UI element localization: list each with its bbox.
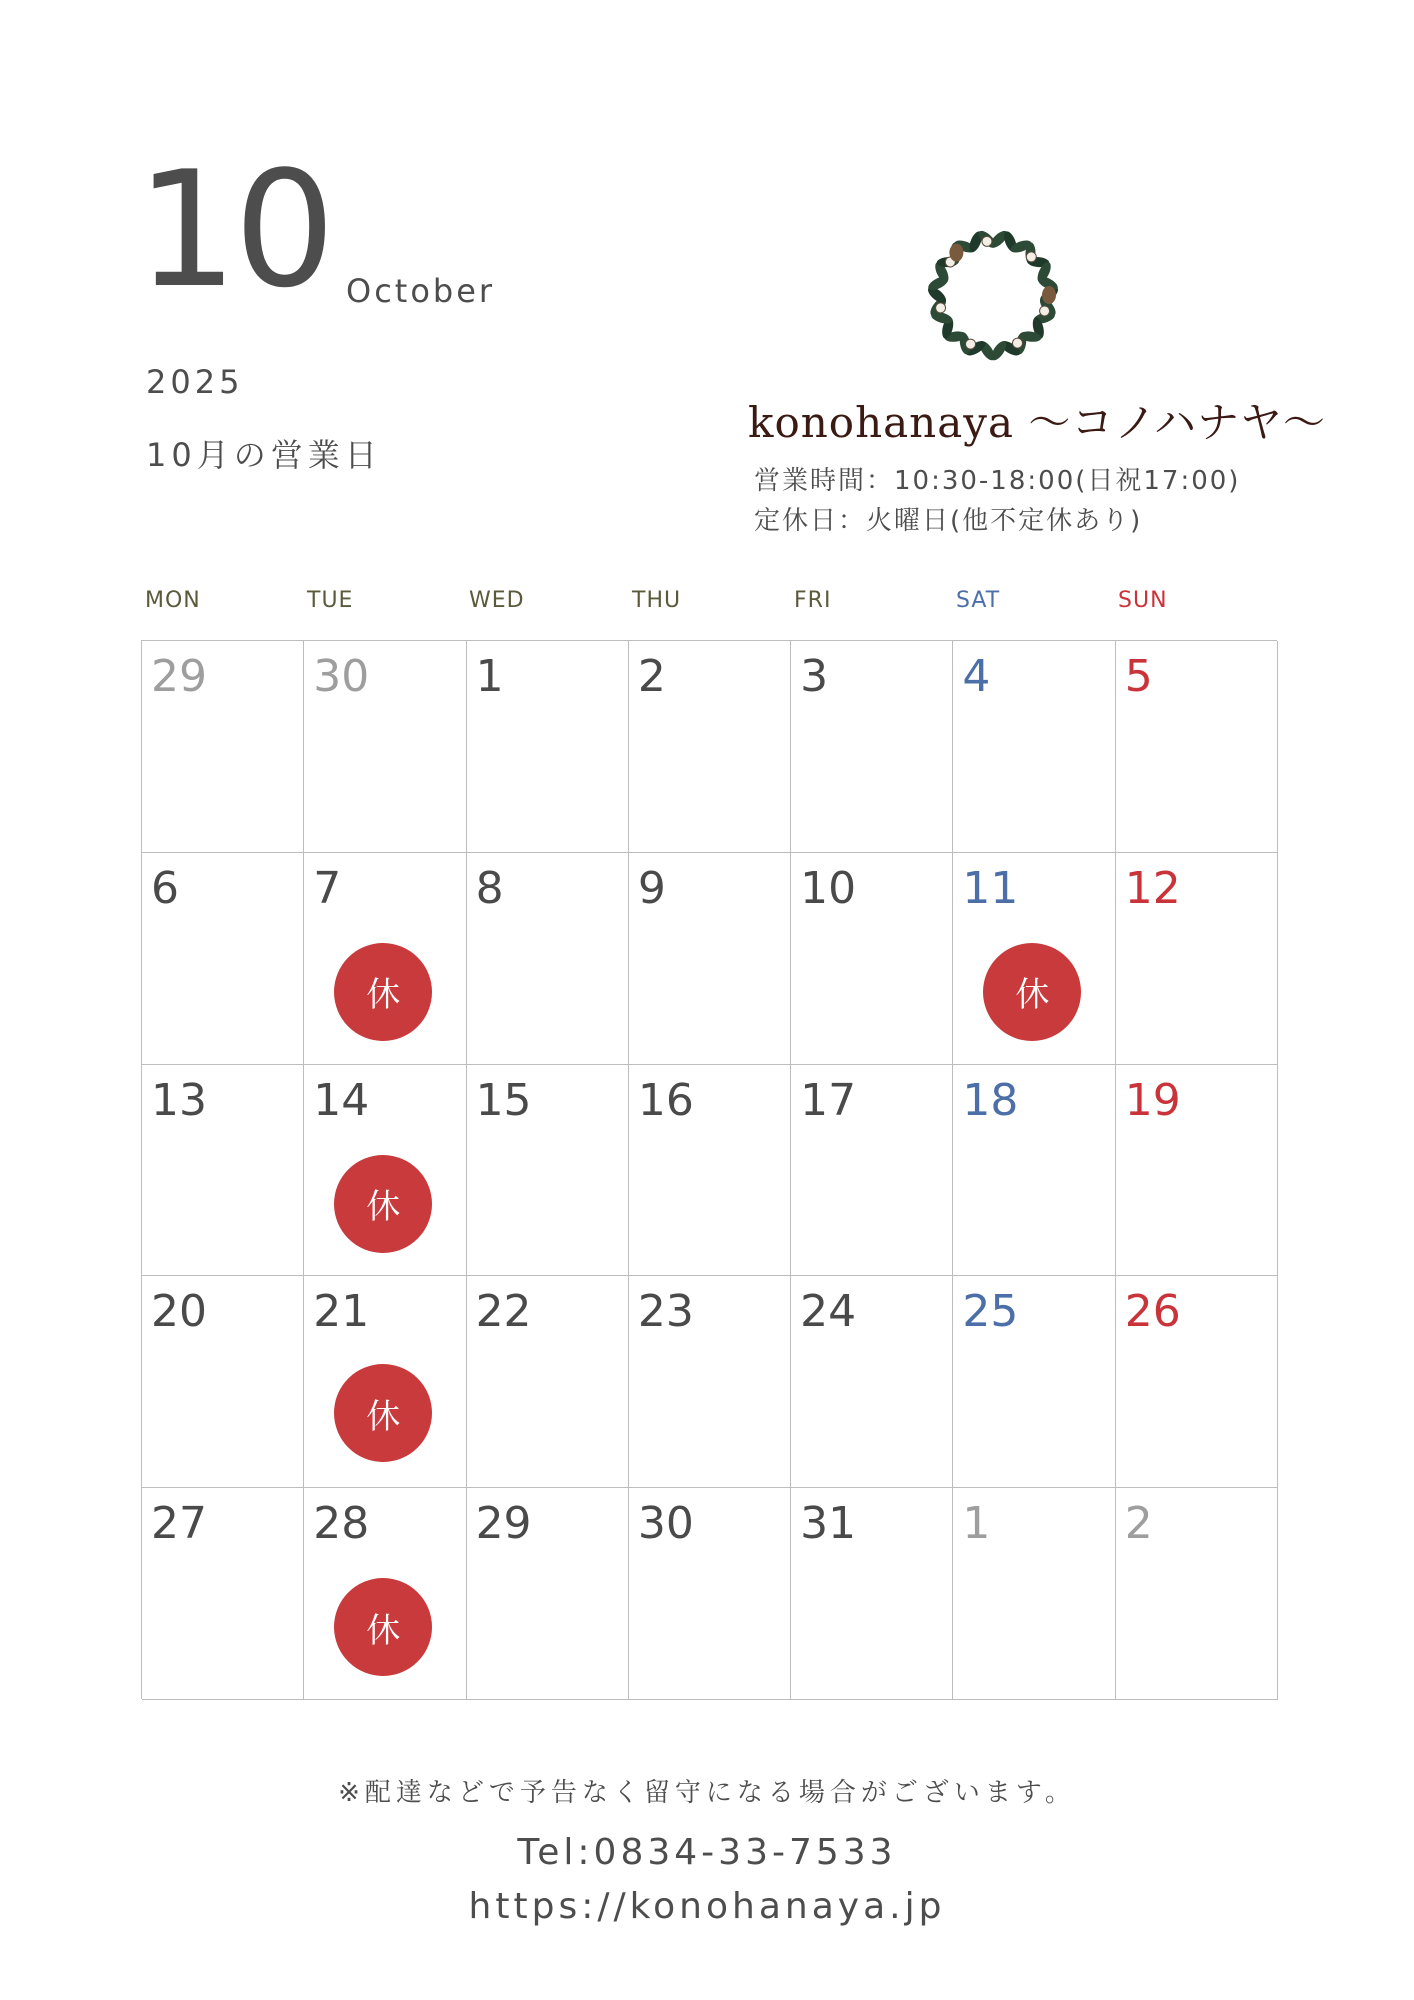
- calendar-day-cell: [953, 1276, 1115, 1488]
- footer-tel: Tel:0834-33-7533: [517, 1832, 897, 1873]
- calendar-day-cell: [142, 1488, 304, 1700]
- day-number: 23: [637, 1286, 694, 1338]
- weekday-sat: SAT: [956, 588, 1001, 613]
- day-number: 29: [151, 651, 207, 702]
- day-number: 2: [1124, 1498, 1153, 1550]
- year: 2025: [146, 363, 244, 401]
- calendar-day-cell: [467, 1276, 629, 1488]
- shop-closed-days: 定休日：火曜日(他不定休あり): [754, 506, 1143, 536]
- day-number: 28: [313, 1498, 370, 1550]
- day-number: 22: [475, 1286, 532, 1338]
- weekday-mon: MON: [145, 588, 201, 613]
- day-number: 30: [637, 1498, 694, 1550]
- day-number: 10: [800, 862, 857, 914]
- calendar-day-cell: [791, 1065, 953, 1277]
- calendar-day-cell: [304, 641, 466, 853]
- day-number: 29: [475, 1498, 532, 1550]
- day-number: 5: [1124, 651, 1153, 702]
- day-number: 16: [637, 1074, 694, 1126]
- calendar-day-cell: [953, 641, 1115, 853]
- calendar-day-cell: [1116, 853, 1278, 1065]
- day-number: 25: [962, 1286, 1019, 1338]
- day-number: 9: [637, 862, 666, 914]
- calendar-day-cell: [953, 1488, 1115, 1700]
- day-number: 17: [800, 1074, 857, 1126]
- calendar-day-cell: [142, 641, 304, 853]
- holiday-badge: 休: [334, 943, 432, 1041]
- calendar-day-cell: [142, 1276, 304, 1488]
- day-number: 2: [637, 651, 666, 702]
- day-number: 27: [151, 1498, 207, 1550]
- calendar-day-cell: [142, 853, 304, 1065]
- calendar-day-cell: [953, 853, 1115, 1065]
- weekday-sun: SUN: [1118, 588, 1168, 613]
- calendar-day-cell: [304, 1488, 466, 1700]
- calendar-day-cell: [304, 1276, 466, 1488]
- weekday-wed: WED: [469, 588, 525, 613]
- weekday-fri: FRI: [794, 588, 832, 613]
- day-number: 1: [475, 651, 504, 702]
- calendar-grid: [141, 640, 1277, 1699]
- weekday-thu: THU: [632, 588, 682, 613]
- calendar-day-cell: [629, 1276, 791, 1488]
- day-number: 14: [313, 1074, 370, 1126]
- day-number: 26: [1124, 1286, 1181, 1338]
- holiday-badge: 休: [334, 1364, 432, 1462]
- calendar-day-cell: [1116, 1065, 1278, 1277]
- day-number: 1: [962, 1498, 991, 1550]
- footer-note: ※配達などで予告なく留守になる場合がございます。: [338, 1778, 1076, 1808]
- day-number: 19: [1124, 1074, 1181, 1126]
- calendar-day-cell: [467, 641, 629, 853]
- holiday-badge: 休: [983, 943, 1081, 1041]
- wreath-logo-icon: [918, 220, 1068, 370]
- calendar-day-cell: [629, 1488, 791, 1700]
- weekday-tue: TUE: [307, 588, 354, 613]
- calendar-day-cell: [142, 1065, 304, 1277]
- calendar-day-cell: [1116, 641, 1278, 853]
- day-number: 31: [800, 1498, 857, 1550]
- calendar-day-cell: [1116, 1276, 1278, 1488]
- calendar-day-cell: [629, 1065, 791, 1277]
- calendar-day-cell: [629, 853, 791, 1065]
- calendar-day-cell: [791, 1488, 953, 1700]
- calendar-day-cell: [467, 853, 629, 1065]
- calendar-day-cell: [791, 1276, 953, 1488]
- day-number: 7: [313, 862, 342, 914]
- day-number: 15: [475, 1074, 532, 1126]
- footer-url[interactable]: https://konohanaya.jp: [468, 1886, 946, 1927]
- day-number: 30: [313, 651, 370, 702]
- calendar-day-cell: [304, 1065, 466, 1277]
- day-number: 24: [800, 1286, 857, 1338]
- day-number: 11: [962, 862, 1019, 914]
- month-name: October: [346, 272, 496, 310]
- shop-name: konohanaya ～コノハナヤ～: [748, 398, 1327, 447]
- calendar-day-cell: [1116, 1488, 1278, 1700]
- day-number: 8: [475, 862, 504, 914]
- calendar-day-cell: [467, 1065, 629, 1277]
- day-number: 21: [313, 1286, 370, 1338]
- shop-hours: 営業時間：10:30-18:00(日祝17:00): [754, 466, 1241, 496]
- day-number: 18: [962, 1074, 1019, 1126]
- day-number: 4: [962, 651, 991, 702]
- day-number: 12: [1124, 862, 1181, 914]
- calendar-day-cell: [791, 641, 953, 853]
- day-number: 3: [800, 651, 829, 702]
- weekday-header-row: [141, 588, 1277, 618]
- calendar-day-cell: [791, 853, 953, 1065]
- month-number: 10: [136, 136, 332, 323]
- page-subtitle: 10月の営業日: [146, 436, 382, 474]
- day-number: 6: [151, 862, 179, 914]
- holiday-badge: 休: [334, 1578, 432, 1676]
- calendar-day-cell: [953, 1065, 1115, 1277]
- holiday-badge: 休: [334, 1155, 432, 1253]
- calendar-day-cell: [304, 853, 466, 1065]
- calendar-day-cell: [629, 641, 791, 853]
- day-number: 20: [151, 1286, 207, 1338]
- calendar-day-cell: [467, 1488, 629, 1700]
- day-number: 13: [151, 1074, 207, 1126]
